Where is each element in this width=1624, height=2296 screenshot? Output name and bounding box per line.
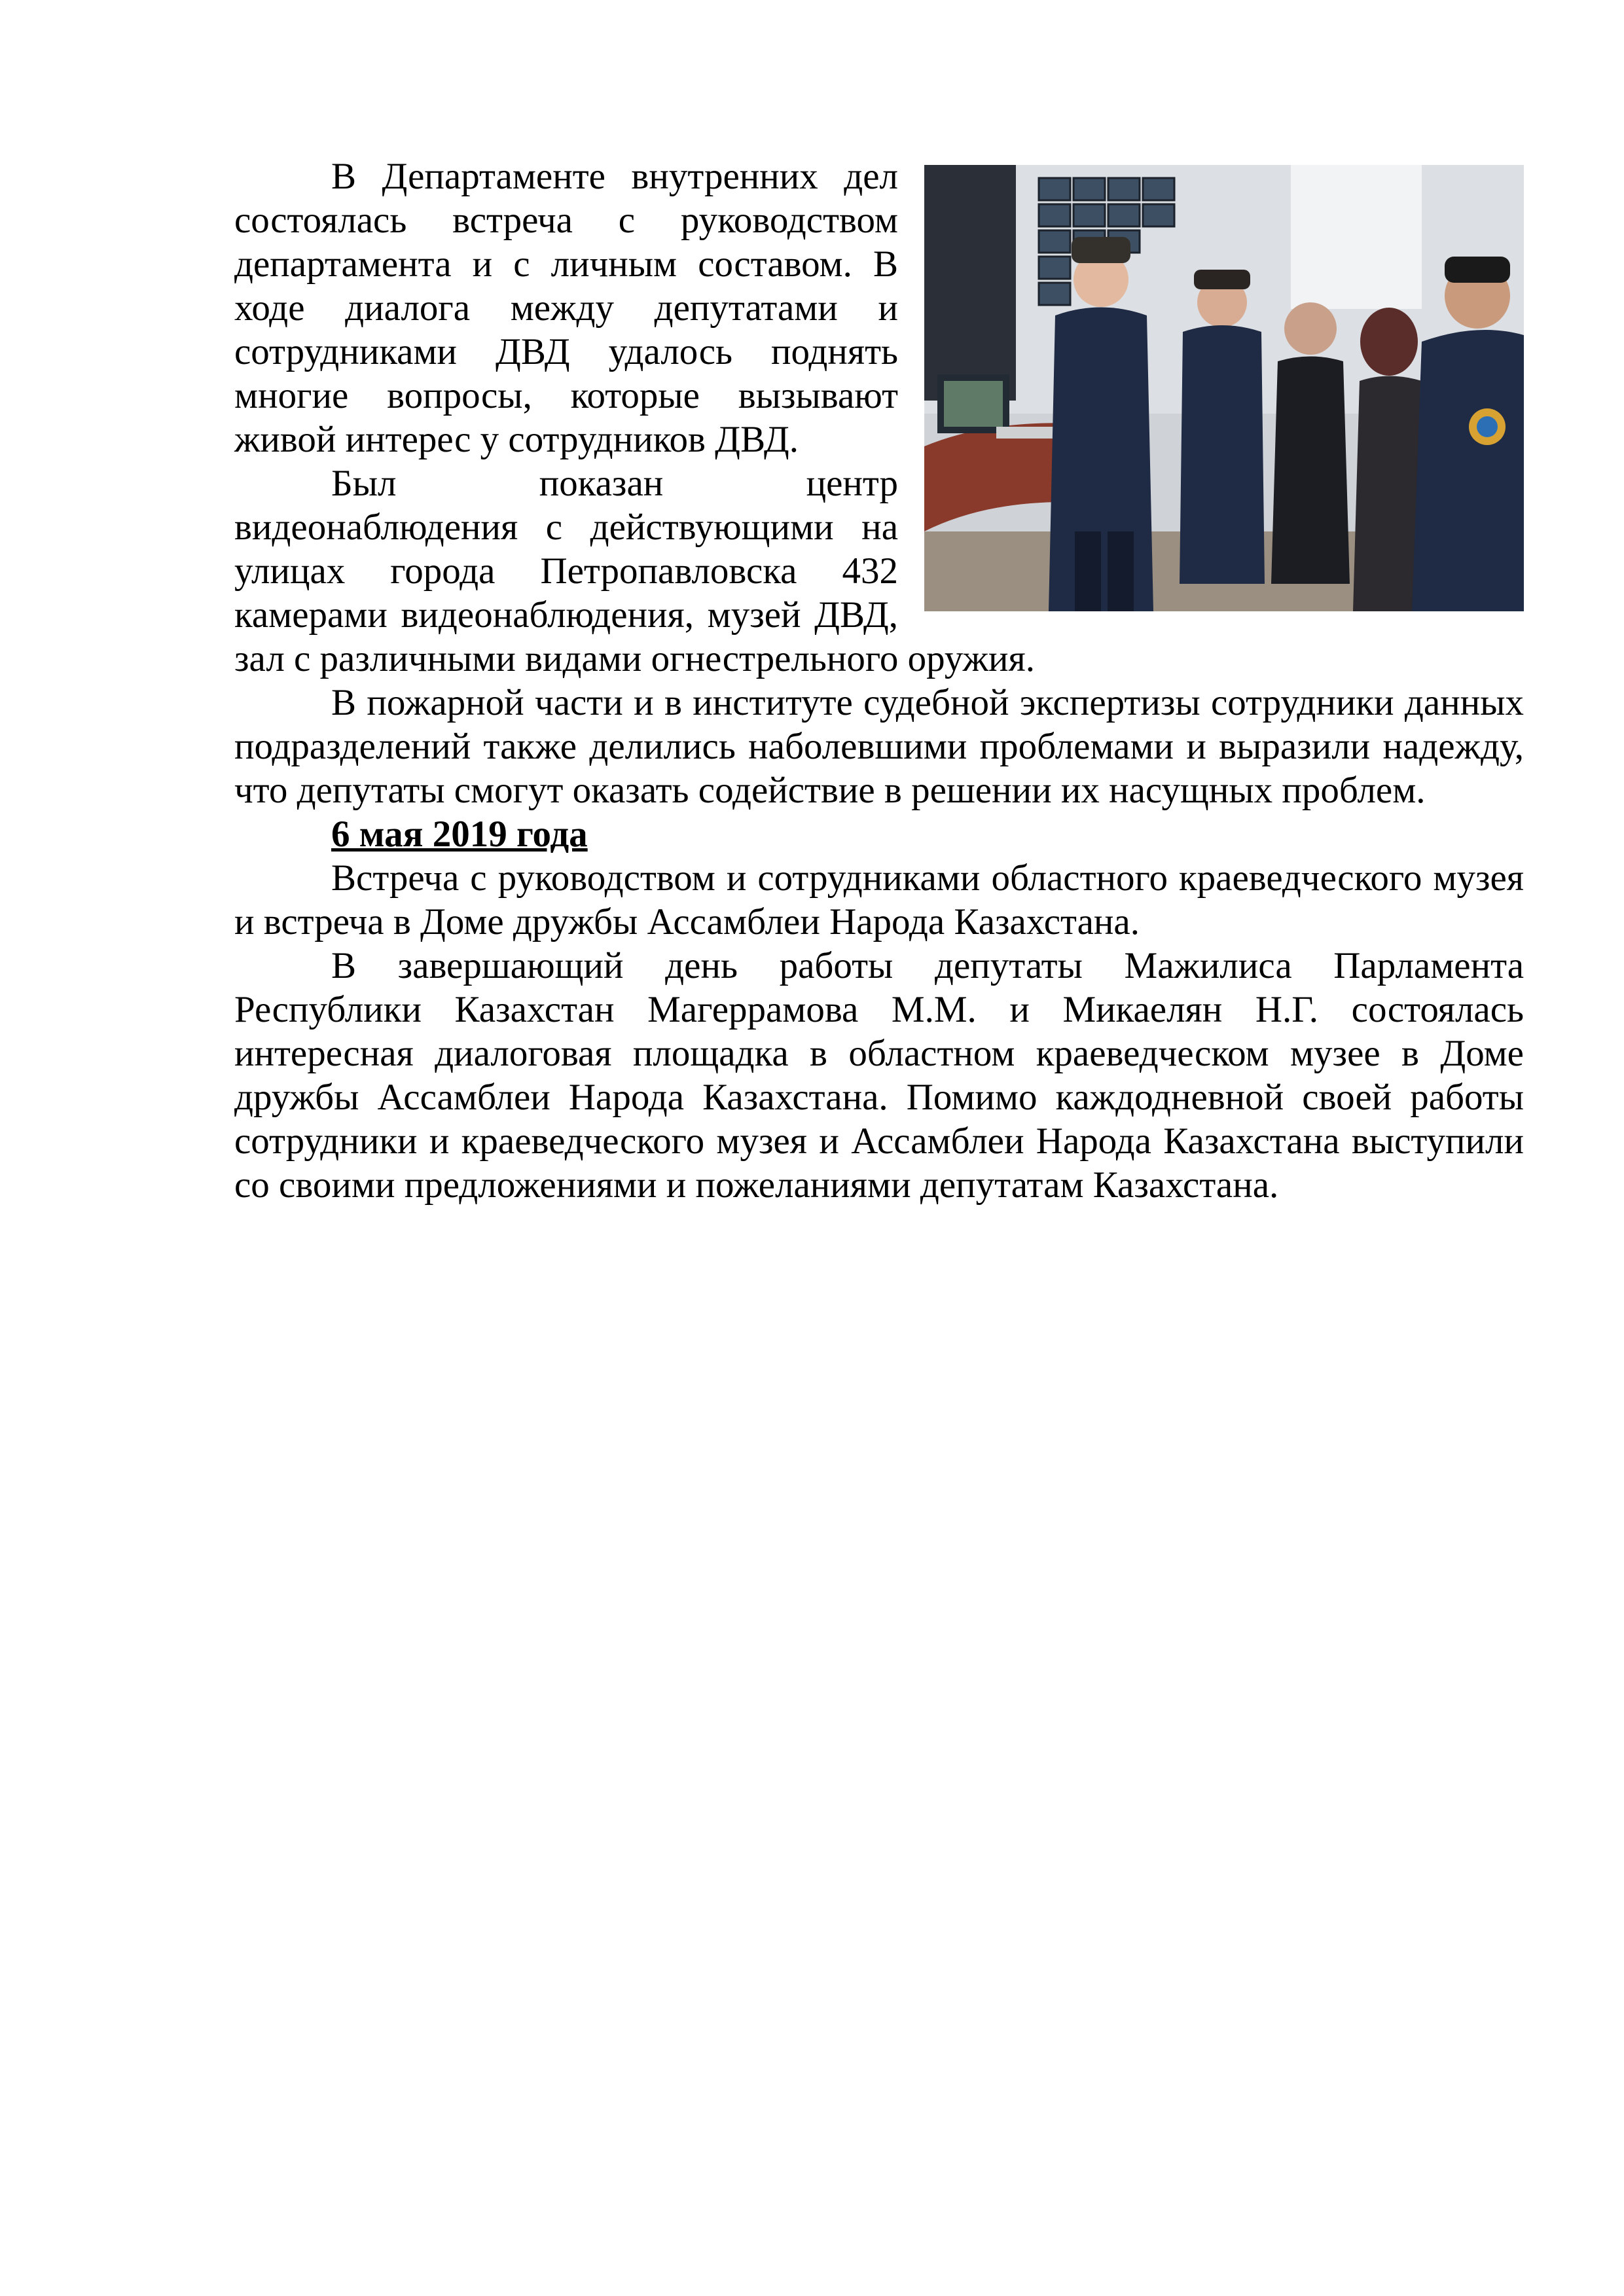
paragraph-1: В Департаменте внутренних дел состоялась встреча с руководством департамента и с личным составом. В ходе диалога между депутатами и сотрудниками ДВД удалось поднять многие вопросы, которые вызывают живой интерес у сотрудников ДВД. — [234, 156, 898, 460]
meeting-photo — [924, 165, 1524, 611]
paragraph-3: В пожарной части и в институте судебной экспертизы сотрудники данных подразделений также делились наболевшими проблемами и выразили надежду, что депутаты смогут оказать содействие в решении их насущных проблем. — [234, 682, 1524, 811]
paragraph-5: В завершающий день работы депутаты Мажилиса Парламента Республики Казахстан Магеррамова М.М. и Микаелян Н.Г. состоялась интересная диалоговая площадка в областном краеведческом музее в Доме дружбы Ассамблеи Народа Казахстана. Помимо каждодневной своей работы сотрудники и краеведческого музея и Ассамблеи Народа Казахстана выступили со своими предложениями и пожеланиями депутатам Казахстана. — [234, 945, 1524, 1206]
photo-illustration — [924, 165, 1524, 611]
text-column — [234, 154, 1524, 1207]
paragraph-4: Встреча с руководством и сотрудниками областного краеведческого музея и встреча в Доме дружбы Ассамблеи Народа Казахстана. — [234, 857, 1524, 942]
paragraph-2: Был показан центр видеонаблюдения с действующими на улицах города Петропавловска 432 камерами видеонаблюдения, музей ДВД, зал с различными видами огнестрельного оружия. — [234, 463, 1035, 679]
date-heading: 6 мая 2019 года — [331, 814, 588, 855]
